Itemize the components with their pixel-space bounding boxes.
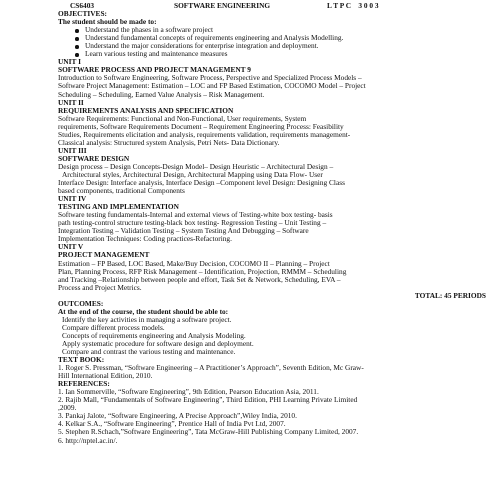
unit-2-line: Studies, Requirements elicitation and analysis, requirements validation, requirements management- (58, 130, 351, 139)
unit-2-label: UNIT II (58, 98, 84, 107)
objectives-intro: The student should be made to: (58, 18, 157, 27)
reference-item: 1. Ian Sommerville, “Software Engineering”, 9th Edition, Pearson Education Asia, 2011. (58, 388, 319, 397)
references-heading: REFERENCES: (58, 380, 110, 389)
unit-3-label: UNIT III (58, 146, 87, 155)
outcomes-heading: OUTCOMES: (58, 299, 104, 308)
unit-2-line: Classical analysis: Structured system Analysis, Petri Nets- Data Dictionary. (58, 138, 280, 147)
course-header (58, 2, 490, 10)
objective-item: Understand the major considerations for enterprise integration and deployment. (58, 42, 490, 50)
unit-2-line: Software Requirements: Functional and Non-Functional, User requirements, System (58, 114, 307, 123)
objective-item: Understand the phases in a software project (58, 26, 490, 34)
textbook-heading: TEXT BOOK: (58, 356, 105, 365)
unit-3-line: Design process – Design Concepts-Design Model– Design Heuristic – Architectural Design – (58, 162, 334, 171)
unit-5-title: PROJECT MANAGEMENT (58, 251, 150, 260)
outcomes-intro: At the end of the course, the student should be able to: (58, 307, 229, 316)
unit-1-line: Scheduling – Scheduling, Earned Value Analysis – Risk Management. (58, 90, 265, 99)
textbook-line: Hill International Edition, 2010. (58, 372, 153, 381)
unit-2-line: requirements, Software Requirements Document – Requirement Engineering Process: Feasibility (58, 122, 344, 131)
reference-item: ,2009. (58, 404, 77, 413)
unit-3-title: SOFTWARE DESIGN (58, 154, 130, 163)
unit-4-line: path testing-control structure testing-black box testing- Regression Testing – Unit Testing – (58, 219, 327, 228)
reference-item: 2. Rajib Mall, “Fundamentals of Software Engineering”, Third Edition, PHI Learning Private Limited (58, 396, 358, 405)
objectives-heading: OBJECTIVES: (58, 10, 107, 19)
outcome-item: Identify the key activities in managing a software project. (62, 315, 232, 324)
reference-item: 5. Stephen R.Schach,”Software Engineering”, Tata McGraw-Hill Publishing Company Limited, 2007. (58, 428, 359, 437)
unit-3-line: based components, traditional Components (58, 187, 185, 196)
objectives-list (58, 26, 490, 58)
unit-3-line: Architectural styles, Architectural Design, Architectural Mapping using Data Flow- User (62, 170, 323, 179)
unit-5-line: and Tracking –Relationship between people and effort, Task Set & Network, Scheduling, EVA – (58, 275, 341, 284)
unit-5-line: Process and Project Metrics. (58, 283, 142, 292)
unit-3-line: Interface Design: Interface analysis, Interface Design –Component level Design: Designing Class (58, 179, 345, 188)
objective-item: Understand fundamental concepts of requirements engineering and Analysis Modelling. (58, 34, 490, 42)
objective-item: Learn various testing and maintenance measures (58, 50, 490, 58)
unit-4-title: TESTING AND IMPLEMENTATION (58, 203, 179, 212)
unit-1-title: SOFTWARE PROCESS AND PROJECT MANAGEMENT 9 (58, 66, 251, 75)
syllabus-document (58, 2, 490, 445)
outcome-item: Apply systematic procedure for software design and deployment. (62, 339, 254, 348)
unit-1-line: Introduction to Software Engineering, Software Process, Perspective and Specialized Process Models – (58, 74, 362, 83)
course-code: CS6403 (70, 1, 95, 10)
reference-item: 4. Kelkar S.A., “Software Engineering”, Prentice Hall of India Pvt Ltd, 2007. (58, 420, 286, 429)
unit-5-label: UNIT V (58, 243, 84, 252)
outcome-item: Compare different process models. (62, 323, 165, 332)
reference-item: 3. Pankaj Jalote, “Software Engineering, A Precise Approach”,Wiley India, 2010. (58, 412, 297, 421)
total-periods-text: TOTAL: 45 PERIODS (414, 290, 486, 300)
course-title: SOFTWARE ENGINEERING (174, 1, 271, 10)
unit-1-line: Software Project Management: Estimation – LOC and FP Based Estimation, COCOMO Model – Project (58, 82, 366, 91)
textbook-line: 1. Roger S. Pressman, “Software Engineering – A Practitioner’s Approach”, Seventh Edition, Mc Graw- (58, 364, 364, 373)
unit-1-label: UNIT I (58, 58, 81, 67)
outcome-item: Concepts of requirements engineering and Analysis Modeling. (62, 331, 246, 340)
unit-4-label: UNIT IV (58, 195, 87, 204)
outcome-item: Compare and contrast the various testing and maintenance. (62, 348, 236, 357)
unit-4-line: Implementation Techniques: Coding practices-Refactoring. (58, 235, 232, 244)
course-ltpc: L T P C 3 0 0 3 (327, 1, 379, 10)
unit-5-line: Estimation – FP Based, LOC Based, Make/Buy Decision, COCOMO II – Planning – Project (58, 259, 330, 268)
unit-4-line: Software testing fundamentals-Internal and external views of Testing-white box testing- basis (58, 211, 333, 220)
total-periods (58, 292, 490, 300)
reference-item: 6. http://nptel.ac.in/. (58, 436, 118, 445)
unit-4-line: Integration Testing – Validation Testing – System Testing And Debugging – Software (58, 227, 309, 236)
unit-2-title: REQUIREMENTS ANALYSIS AND SPECIFICATION (58, 106, 234, 115)
unit-5-line: Plan, Planning Process, RFP Risk Management – Identification, Projection, RMMM – Scheduling (58, 267, 347, 276)
